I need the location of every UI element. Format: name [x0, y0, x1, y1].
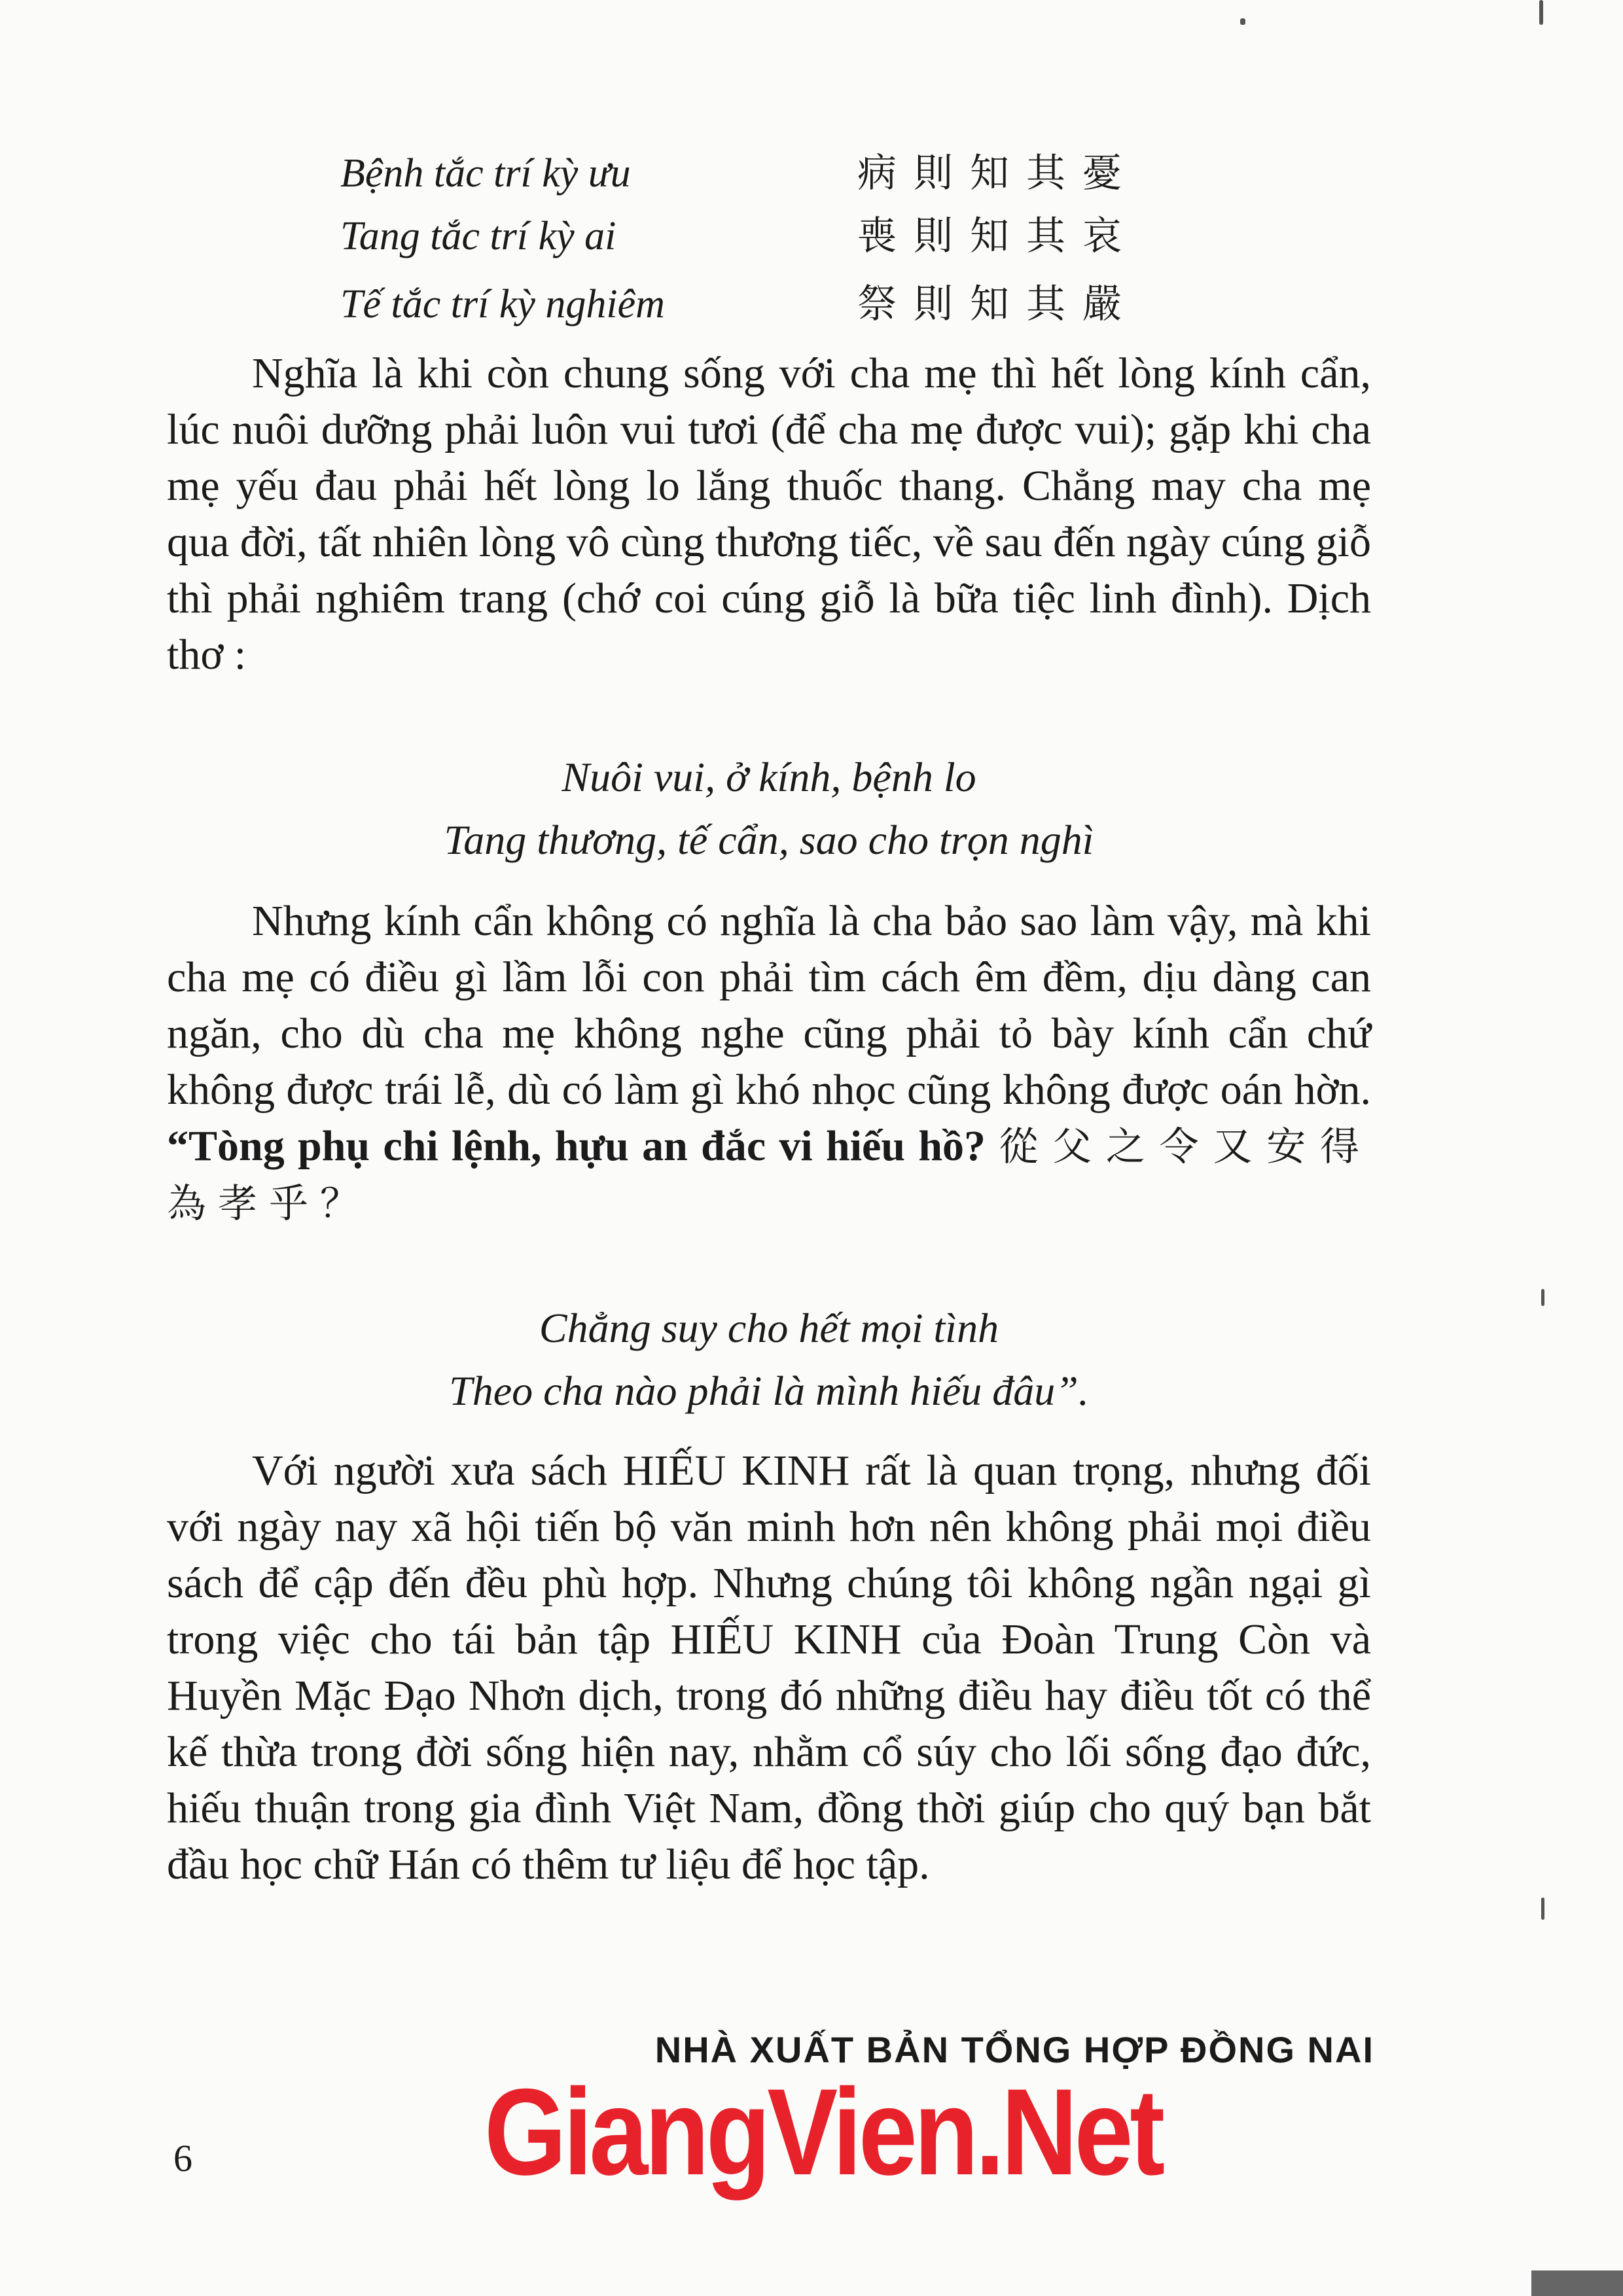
quote-han: 從父之令又安得為孝乎？: [167, 1124, 1371, 1227]
poem-line: Chẳng suy cho hết mọi tình: [539, 1305, 999, 1351]
paragraph-text: Nhưng kính cẩn không có nghĩa là cha bảo sao làm vậy, mà khi cha mẹ có điều gì lầm lỗi con phải tìm cách êm đềm, dịu dàng can ngăn, cho dù cha mẹ không nghe cũng phải tỏ bày kính cẩn chứ không được trái lễ, dù có làm gì khó nhọc cũng không được oán hờn.: [167, 897, 1371, 1114]
watermark-logo: GiangVien.Net: [484, 2063, 1162, 2200]
translated-poem-2: [167, 1297, 1371, 1422]
paragraph-republish: Với người xưa sách HIẾU KINH rất là quan trọng, nhưng đối với ngày nay xã hội tiến bộ văn minh hơn nên không phải mọi điều sách để cập đến đều phù hợp. Nhưng chúng tôi không ngần ngại gì trong việc cho tái bản tập HIẾU KINH của Đoàn Trung Còn và Huyền Mặc Đạo Nhơn dịch, trong đó những điều hay điều tốt có thể kế thừa trong đời sống hiện nay, nhằm cổ súy cho lối sống đạo đức, hiếu thuận trong gia đình Việt Nam, đồng thời giúp cho quý bạn bắt đầu học chữ Hán có thêm tư liệu để học tập.: [167, 1447, 1371, 1888]
verse-vietnamese: Tang tắc trí kỳ ai: [340, 214, 616, 258]
paragraph-respect: [167, 893, 1371, 1232]
scan-speck: [1240, 18, 1245, 25]
scan-speck: [1541, 1898, 1544, 1920]
poem-line: Nuôi vui, ở kính, bệnh lo: [562, 754, 976, 800]
verse-han: 祭則知其嚴: [857, 281, 1139, 327]
poem-line: Theo cha nào phải là mình hiếu đâu”.: [449, 1368, 1089, 1414]
verse-vietnamese: Tế tắc trí kỳ nghiêm: [340, 282, 665, 327]
paragraph-meaning: Nghĩa là khi còn chung sống với cha mẹ thì hết lòng kính cẩn, lúc nuôi dưỡng phải luôn vui tươi (để cha mẹ được vui); gặp khi cha mẹ yếu đau phải hết lòng lo lắng thuốc thang. Chẳng may cha mẹ qua đời, tất nhiên lòng vô cùng thương tiếc, về sau đến ngày cúng giỗ thì phải nghiêm trang (chớ coi cúng giỗ là bữa tiệc linh đình). Dịch thơ :: [167, 349, 1371, 679]
translated-poem-1: [167, 746, 1371, 872]
scan-speck: [1541, 1289, 1544, 1306]
verse-line: [340, 144, 1257, 203]
page-number: 6: [173, 2137, 192, 2180]
scan-speck: [1539, 0, 1543, 25]
publisher-signature: NHÀ XUẤT BẢN TỔNG HỢP ĐỒNG NAI: [654, 2029, 1374, 2070]
verse-han: 病則知其憂: [857, 150, 1139, 196]
verse-line: [340, 207, 1257, 266]
verse-vietnamese: Bệnh tắc trí kỳ ưu: [340, 151, 631, 196]
poem-line: Tang thương, tế cẩn, sao cho trọn nghì: [444, 817, 1094, 863]
verse-line: [340, 275, 1257, 334]
scan-edge-shadow: [1531, 2270, 1623, 2296]
quote-bold: “Tòng phụ chi lệnh, hựu an đắc vi hiếu hồ?: [167, 1122, 986, 1170]
verse-han: 喪則知其哀: [857, 213, 1139, 259]
